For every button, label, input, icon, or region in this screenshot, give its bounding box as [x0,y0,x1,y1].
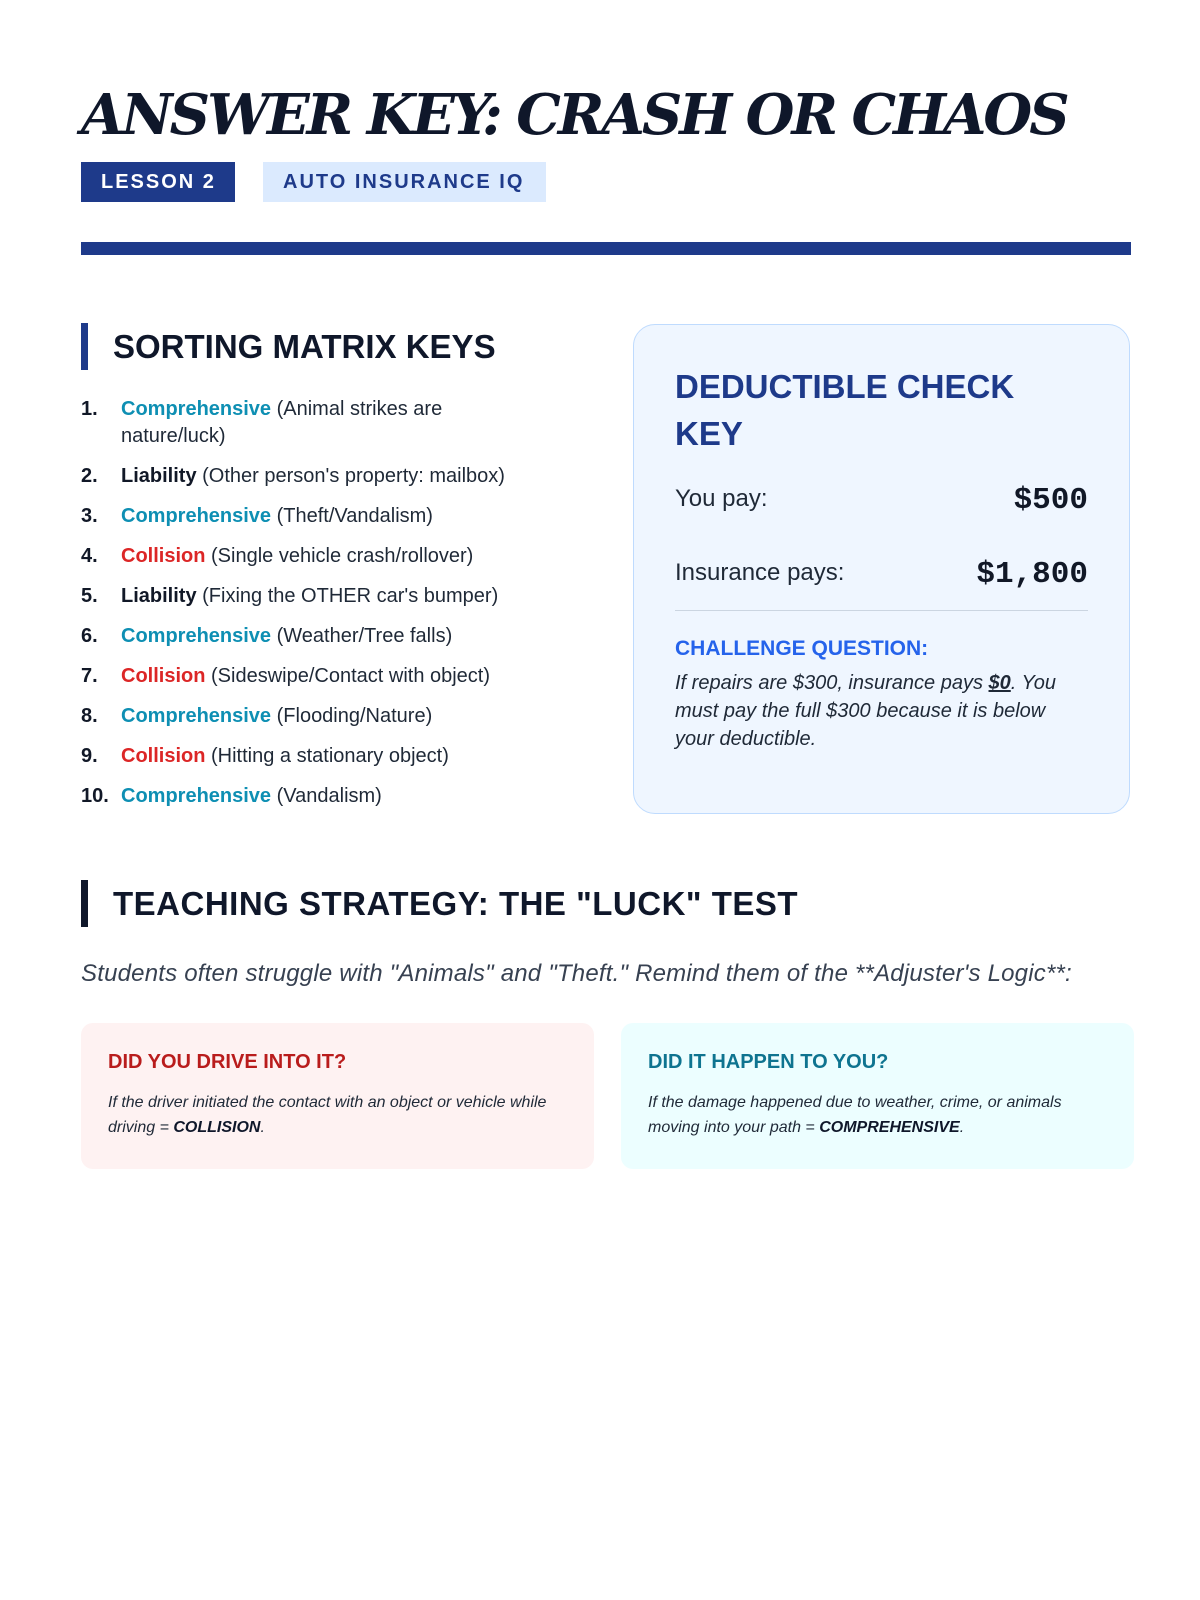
item-note: (Hitting a stationary object) [205,745,449,767]
item-category: Collision [121,545,206,567]
course-badge: AUTO INSURANCE IQ [263,162,546,202]
item-category: Comprehensive [121,505,272,527]
item-note: (Vandalism) [271,785,382,807]
item-note: (Other person's property: mailbox) [196,465,505,487]
sorting-key-item [81,543,551,570]
sorting-key-item [81,663,551,690]
happen-box-text [648,1090,1107,1140]
item-number: 10. [81,785,109,807]
challenge-text-post: . You must pay the full $300 because it is below your deductible. [675,672,1056,750]
sorting-heading-text: SORTING MATRIX KEYS [113,328,496,365]
challenge-answer [675,669,1088,753]
item-number: 3. [81,505,98,527]
sorting-heading [81,323,496,370]
sorting-key-item [81,703,551,730]
item-note: (Weather/Tree falls) [271,625,453,647]
sorting-key-item [81,623,551,650]
item-number: 6. [81,625,98,647]
item-number: 4. [81,545,98,567]
item-category: Liability [121,585,197,607]
item-note: (Flooding/Nature) [271,705,433,727]
item-category: Liability [121,465,197,487]
header-divider [81,242,1131,255]
happen-box-description: If the damage happened due to weather, crime, or animals moving into your path = [648,1094,1062,1136]
challenge-amount: $0 [988,672,1011,694]
deductible-card [633,324,1130,814]
heading-accent-bar [81,880,88,927]
drive-box-description: If the driver initiated the contact with an object or vehicle while driving = [108,1094,547,1136]
strategy-heading-text: TEACHING STRATEGY: THE "LUCK" TEST [113,885,799,922]
sorting-key-item [81,463,551,490]
item-number: 2. [81,465,98,487]
item-category: Comprehensive [121,398,272,420]
sorting-key-item [81,396,551,450]
happen-box-end: . [959,1119,965,1136]
item-category: Collision [121,665,206,687]
drive-box-text [108,1090,567,1140]
happen-to-you-box [621,1023,1134,1169]
card-divider [675,610,1088,611]
item-number: 9. [81,745,98,767]
page-title: ANSWER KEY: CRASH OR CHAOS [81,82,1067,148]
strategy-heading [81,880,798,927]
item-number: 5. [81,585,98,607]
you-pay-label: You pay: [675,485,768,512]
deductible-title: DEDUCTIBLE CHECK KEY [675,368,1015,452]
item-category: Comprehensive [121,625,272,647]
sorting-key-list [81,396,551,823]
drive-into-it-box [81,1023,594,1169]
challenge-text-pre: If repairs are $300, insurance pays [675,672,989,694]
strategy-intro: Students often struggle with "Animals" and "Theft." Remind them of the **Adjuster's Logic**: [81,960,1072,987]
insurance-pays-value: $1,800 [976,557,1088,592]
sorting-key-item [81,783,551,810]
item-note: (Sideswipe/Contact with object) [205,665,491,687]
drive-box-end: . [260,1119,265,1136]
drive-box-term: COLLISION [173,1119,261,1136]
item-note: (Fixing the OTHER car's bumper) [196,585,499,607]
happen-box-term: COMPREHENSIVE [819,1119,960,1136]
sorting-key-item [81,743,551,770]
insurance-pays-row [675,557,1088,592]
heading-accent-bar [81,323,88,370]
lesson-badge: LESSON 2 [81,162,235,202]
you-pay-value: $500 [1013,483,1088,518]
sorting-key-item [81,503,551,530]
item-category: Collision [121,745,206,767]
item-note: (Single vehicle crash/rollover) [205,545,474,567]
happen-box-title: DID IT HAPPEN TO YOU? [648,1051,889,1073]
item-number: 8. [81,705,98,727]
item-note: (Animal strikes are nature/luck) [121,398,443,447]
challenge-label: CHALLENGE QUESTION: [675,637,929,660]
sorting-key-item [81,583,551,610]
item-note: (Theft/Vandalism) [271,505,433,527]
item-number: 1. [81,398,98,420]
drive-box-title: DID YOU DRIVE INTO IT? [108,1051,347,1073]
item-number: 7. [81,665,98,687]
item-category: Comprehensive [121,705,272,727]
insurance-pays-label: Insurance pays: [675,559,845,586]
you-pay-row [675,483,1088,518]
item-category: Comprehensive [121,785,272,807]
